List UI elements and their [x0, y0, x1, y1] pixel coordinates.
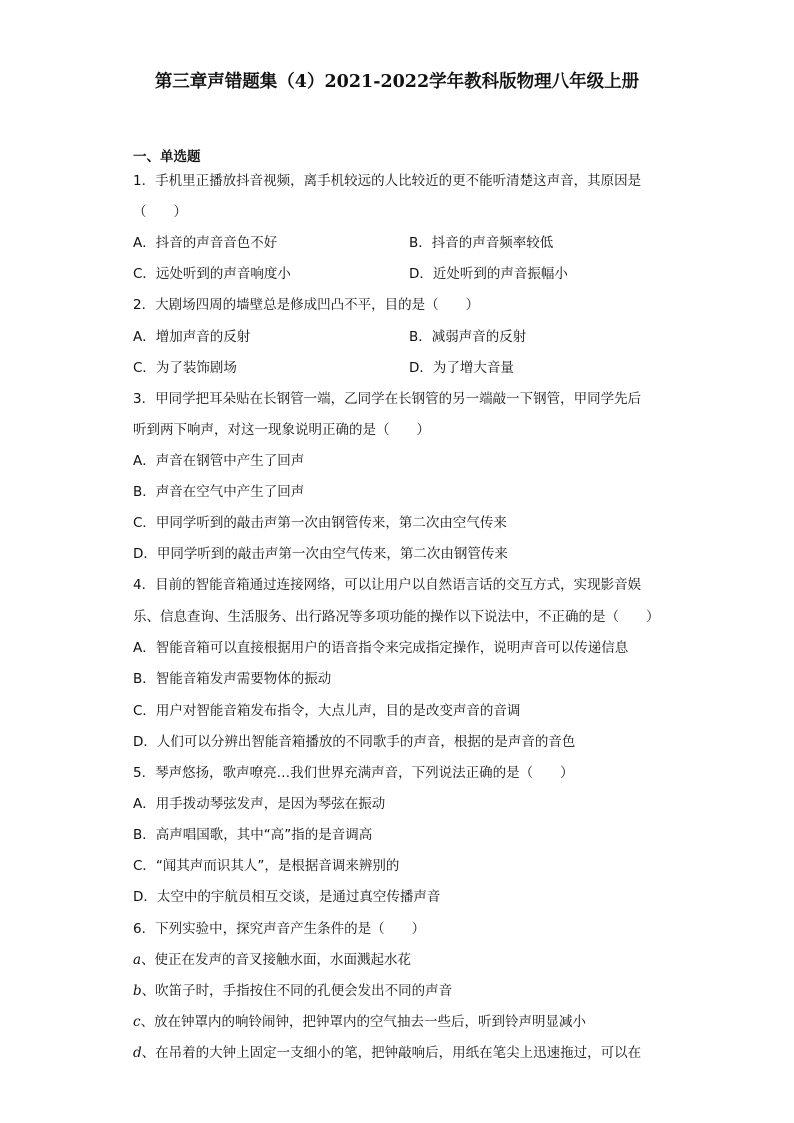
question-3-stem-line2: 听到两下响声，对这一现象说明正确的是（ ）	[133, 422, 430, 438]
item-text-d: 、在吊着的大钟上固定一支细小的笔，把钟敲响后，用纸在笔尖上迅速拖过，可以在	[141, 1045, 642, 1061]
question-4-option-c: C．用户对智能音箱发布指令，大点儿声，目的是改变声音的音调	[133, 703, 521, 719]
question-5-stem: 5．琴声悠扬，歌声嘹亮…我们世界充满声音，下列说法正确的是（ ）	[133, 765, 574, 781]
question-3-option-a: A．声音在钢管中产生了回声	[133, 453, 305, 469]
question-5-option-b: B．高声唱国歌，其中“高”指的是音调高	[133, 827, 373, 843]
item-label-c: c	[133, 1014, 141, 1030]
question-4-stem-line1: 4．目前的智能音箱通过连接网络，可以让用户以自然语言话的交互方式，实现影音娱	[133, 577, 642, 593]
question-6-item-c	[133, 1013, 586, 1031]
question-1-option-b: B．抖音的声音频率较低	[409, 235, 554, 251]
question-6-item-a	[133, 951, 411, 969]
question-2-option-b: B．减弱声音的反射	[409, 329, 527, 345]
document-title: 第三章声错题集（4）2021-2022学年教科版物理八年级上册	[154, 72, 640, 92]
item-label-a: a	[133, 952, 142, 968]
question-1-option-c: C．远处听到的声音响度小	[133, 266, 291, 282]
question-1-stem-line2: （ ）	[133, 204, 187, 220]
question-6-item-d	[133, 1044, 641, 1062]
question-6-stem: 6．下列实验中，探究声音产生条件的是（ ）	[133, 921, 426, 937]
question-3-option-d: D．甲同学听到的敲击声第一次由空气传来，第二次由钢管传来	[133, 546, 508, 562]
item-text-c: 、放在钟罩内的响铃闹钟，把钟罩内的空气抽去一些后，听到铃声明显减小	[140, 1014, 587, 1030]
item-text-a: 、使正在发声的音叉接触水面，水面溅起水花	[141, 952, 412, 968]
question-3-option-c: C．甲同学听到的敲击声第一次由钢管传来，第二次由空气传来	[133, 515, 507, 531]
question-5-option-d: D．太空中的宇航员相互交谈，是通过真空传播声音	[133, 889, 441, 905]
question-4-option-a: A．智能音箱可以直接根据用户的语音指令来完成指定操作，说明声音可以传递信息	[133, 640, 629, 656]
question-1-option-d: D．近处听到的声音振幅小	[409, 266, 568, 282]
question-6-item-b	[133, 982, 452, 1000]
question-5-option-a: A．用手拨动琴弦发声，是因为琴弦在振动	[133, 796, 386, 812]
question-2-stem: 2．大剧场四周的墙壁总是修成凹凸不平，目的是（ ）	[133, 297, 480, 313]
item-text-b: 、吹笛子时，手指按住不同的孔便会发出不同的声音	[141, 983, 453, 999]
question-2-option-a: A．增加声音的反射	[133, 329, 251, 345]
question-4-stem-line2: 乐、信息查询、生活服务、出行路况等多项功能的操作以下说法中，不正确的是（ ）	[133, 609, 660, 625]
question-3-stem-line1: 3．甲同学把耳朵贴在长钢管一端，乙同学在长钢管的另一端敲一下钢管，甲同学先后	[133, 391, 642, 407]
question-1-stem-line1: 1．手机里正播放抖音视频，离手机较远的人比较近的更不能听清楚这声音，其原因是	[133, 173, 642, 189]
question-5-option-c: C．“闻其声而识其人”，是根据音调来辨别的	[133, 858, 400, 874]
question-2-option-d: D．为了增大音量	[409, 360, 514, 376]
item-label-b: b	[133, 983, 142, 999]
item-label-d: d	[133, 1045, 142, 1061]
section-heading: 一、单选题	[133, 149, 201, 165]
question-2-option-c: C．为了装饰剧场	[133, 360, 237, 376]
question-1-option-a: A．抖音的声音音色不好	[133, 235, 278, 251]
question-4-option-d: D．人们可以分辨出智能音箱播放的不同歌手的声音，根据的是声音的音色	[133, 734, 576, 750]
question-3-option-b: B．声音在空气中产生了回声	[133, 484, 305, 500]
question-4-option-b: B．智能音箱发声需要物体的振动	[133, 671, 332, 687]
